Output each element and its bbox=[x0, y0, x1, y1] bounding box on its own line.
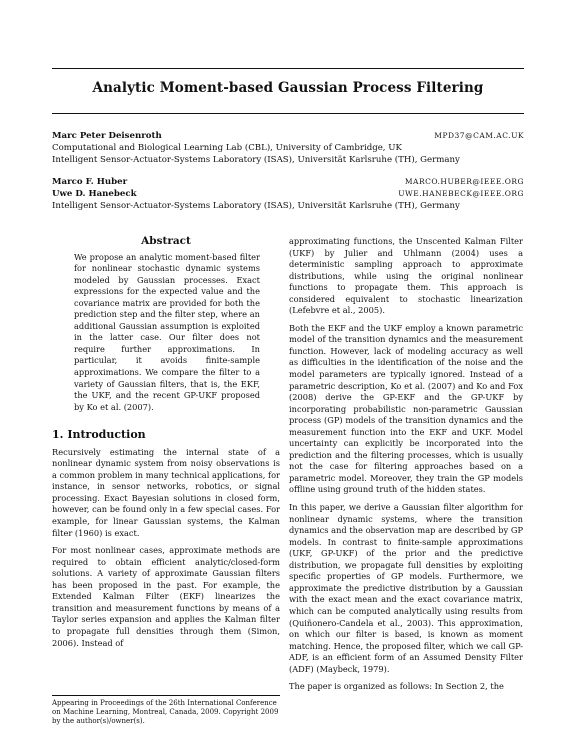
abstract-text: We propose an analytic moment-based filter for nonlinear stochastic dynamic systems modeled by Gaussian processes. Exact expressions for the expected value and the covariance matrix are provided for both the prediction step and the filter step, where an additional Gaussian assumption is exploited in the latter case. Our filter does not require further approximations. In particular, it avoids finite-sample approximations. We compare the filter to a variety of Gaussian filters, that is, the EKF, the UKF, and the recent GP-UKF proposed by Ko et al. (2007). bbox=[74, 251, 260, 412]
body-paragraph: approximating functions, the Unscented Kalman Filter (UKF) by Julier and Uhlmann (2004) uses a deterministic sampling approach to approximate distributions, while using the original nonlinear functions to propagate them. This approach is considered equivalent to stochastic linearization (Lefebvre et al., 2005). bbox=[289, 236, 523, 316]
body-paragraph: In this paper, we derive a Gaussian filter algorithm for nonlinear dynamic systems, where the transition dynamics and the observation map are described by GP models. In contrast to finite-sample approximations (UKF, GP-UKF) of the prior and the predictive distribution, we propagate full densities by exploiting specific properties of GP models. Furthermore, we approximate the predictive distribution by a Gaussian with the exact mean and the exact covariance matrix, which can be computed analytically using results from (Quiñonero-Candela et al., 2003). This approximation, on which our filter is based, is known as moment matching. Hence, the proposed filter, which we call GP-ADF, is an efficient form of an Assumed Density Filter (ADF) (Maybeck, 1979). bbox=[289, 502, 523, 674]
title-rule-top bbox=[52, 68, 524, 69]
section-heading-introduction: 1. Introduction bbox=[52, 428, 146, 442]
author-row bbox=[52, 188, 524, 200]
body-paragraph: The paper is organized as follows: In Section 2, the bbox=[289, 681, 504, 692]
affiliation: Computational and Biological Learning Lab (CBL), University of Cambridge, UK bbox=[52, 143, 402, 153]
author-group-2 bbox=[52, 176, 524, 212]
body-paragraph: Both the EKF and the UKF employ a known parametric model of the transition dynamics and the measurement function. However, lack of modeling accuracy as well as difficulties in the identification of the noise and the model parameters are typically ignored. Instead of a parametric description, Ko et al. (2007) and Ko and Fox (2008) derive the GP-EKF and the GP-UKF by incorporating probabilistic non-parametric Gaussian process (GP) models of the transition dynamics and the measurement function into the EKF and UKF. Model uncertainty can explicitly be incorporated into the prediction and the filtering processes, which is usually not the case for filtering approaches based on a parametric model. Moreover, they train the GP models offline using ground truth of the hidden states. bbox=[289, 322, 523, 495]
author-email[interactable]: UWE.HANEBECK@IEEE.ORG bbox=[398, 189, 524, 198]
title-rule-bottom bbox=[52, 113, 524, 114]
footnote: Appearing in Proceedings of the 26th International Conference on Machine Learning, Montreal, Canada, 2009. Copyright 2009 by the author(s)/owner(s). bbox=[52, 695, 280, 726]
author-email[interactable]: MPD37@CAM.AC.UK bbox=[434, 131, 524, 140]
author-name: Marco F. Huber bbox=[52, 177, 128, 187]
author-row bbox=[52, 176, 524, 188]
intro-paragraph: Recursively estimating the internal state of a nonlinear dynamic system from noisy observations is a common problem in many technical applications, for instance, in sensor networks, robotics, or signal processing. Exact Bayesian solutions in closed form, however, can be found only in a few special cases. For example, for linear Gaussian systems, the Kalman filter (1960) is exact. bbox=[52, 446, 280, 538]
abstract-heading: Abstract bbox=[141, 235, 191, 247]
author-group-1 bbox=[52, 130, 524, 166]
author-row bbox=[52, 130, 524, 142]
author-email[interactable]: MARCO.HUBER@IEEE.ORG bbox=[404, 177, 524, 186]
intro-paragraph: For most nonlinear cases, approximate methods are required to obtain efficient analytic/closed-form solutions. A variety of approximate Gaussian filters has been proposed in the past. For example, the Extended Kalman Filter (EKF) linearizes the transition and measurement functions by means of a Taylor series expansion and applies the Kalman filter to propagate full densities through them (Simon, 2006). Instead of bbox=[52, 545, 280, 648]
affiliation: Intelligent Sensor-Actuator-Systems Laboratory (ISAS), Universität Karlsruhe (TH), Germany bbox=[52, 201, 460, 211]
left-column bbox=[52, 236, 280, 655]
right-column bbox=[289, 236, 523, 699]
author-name: Marc Peter Deisenroth bbox=[52, 131, 162, 141]
author-name: Uwe D. Hanebeck bbox=[52, 189, 137, 199]
affiliation: Intelligent Sensor-Actuator-Systems Laboratory (ISAS), Universität Karlsruhe (TH), Germany bbox=[52, 155, 460, 165]
paper-title: Analytic Moment-based Gaussian Process Filtering bbox=[92, 80, 484, 96]
